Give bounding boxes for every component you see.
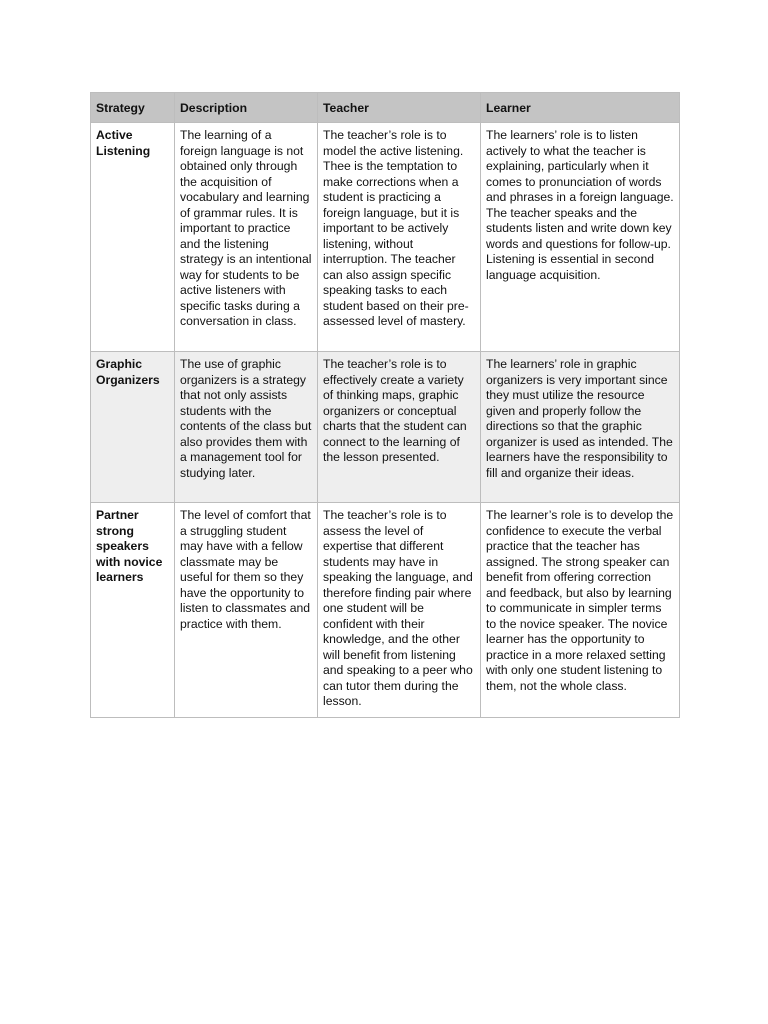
learner-cell: The learner’s role is to develop the confidence to execute the verbal practice that the teacher has assigned. The strong speaker can benefit from offering correction and feedback, but also by learning to communicate in simpler terms to the novice speaker. The novice learner has the opportunity to practice in a more relaxed setting with only one student listening to them, not the whole class.: [481, 503, 680, 718]
header-learner: Learner: [481, 93, 680, 123]
strategy-cell: Active Listening: [91, 123, 175, 352]
table-row: [91, 352, 680, 503]
strategy-table: [90, 92, 680, 718]
header-description: Description: [175, 93, 318, 123]
table-row: [91, 123, 680, 352]
table-row: [91, 503, 680, 718]
description-cell: The level of comfort that a struggling student may have with a fellow classmate may be useful for them so they have the opportunity to listen to classmates and practice with them.: [175, 503, 318, 718]
teacher-cell: The teacher’s role is to effectively create a variety of thinking maps, graphic organizers or conceptual charts that the student can connect to the learning of the lesson presented.: [318, 352, 481, 503]
strategy-cell: Graphic Organizers: [91, 352, 175, 503]
learner-cell: The learners’ role is to listen actively to what the teacher is explaining, particularly when it comes to pronunciation of words and phrases in a foreign language. The teacher speaks and the students listen and write down key words and questions for follow-up. Listening is essential in second language acquisition.: [481, 123, 680, 352]
table-header-row: [91, 93, 680, 123]
description-cell: The use of graphic organizers is a strategy that not only assists students with the contents of the class but also provides them with a management tool for studying later.: [175, 352, 318, 503]
header-teacher: Teacher: [318, 93, 481, 123]
description-cell: The learning of a foreign language is not obtained only through the acquisition of vocabulary and learning of grammar rules. It is important to practice and the listening strategy is an intentional way for students to be active listeners with specific tasks during a conversation in class.: [175, 123, 318, 352]
learner-cell: The learners’ role in graphic organizers is very important since they must utilize the resource given and properly follow the directions so that the graphic organizer is used as intended. The learners have the responsibility to fill and organize their ideas.: [481, 352, 680, 503]
strategy-cell: Partner strong speakers with novice learners: [91, 503, 175, 718]
teacher-cell: The teacher’s role is to assess the level of expertise that different students may have in speaking the language, and therefore finding pair where one student will be confident with their knowledge, and the other will benefit from listening and speaking to a peer who can tutor them during the lesson.: [318, 503, 481, 718]
teacher-cell: The teacher’s role is to model the active listening. Thee is the temptation to make corrections when a student is practicing a foreign language, but it is important to be actively listening, without interruption. The teacher can also assign specific speaking tasks to each student based on their pre-assessed level of mastery.: [318, 123, 481, 352]
header-strategy: Strategy: [91, 93, 175, 123]
